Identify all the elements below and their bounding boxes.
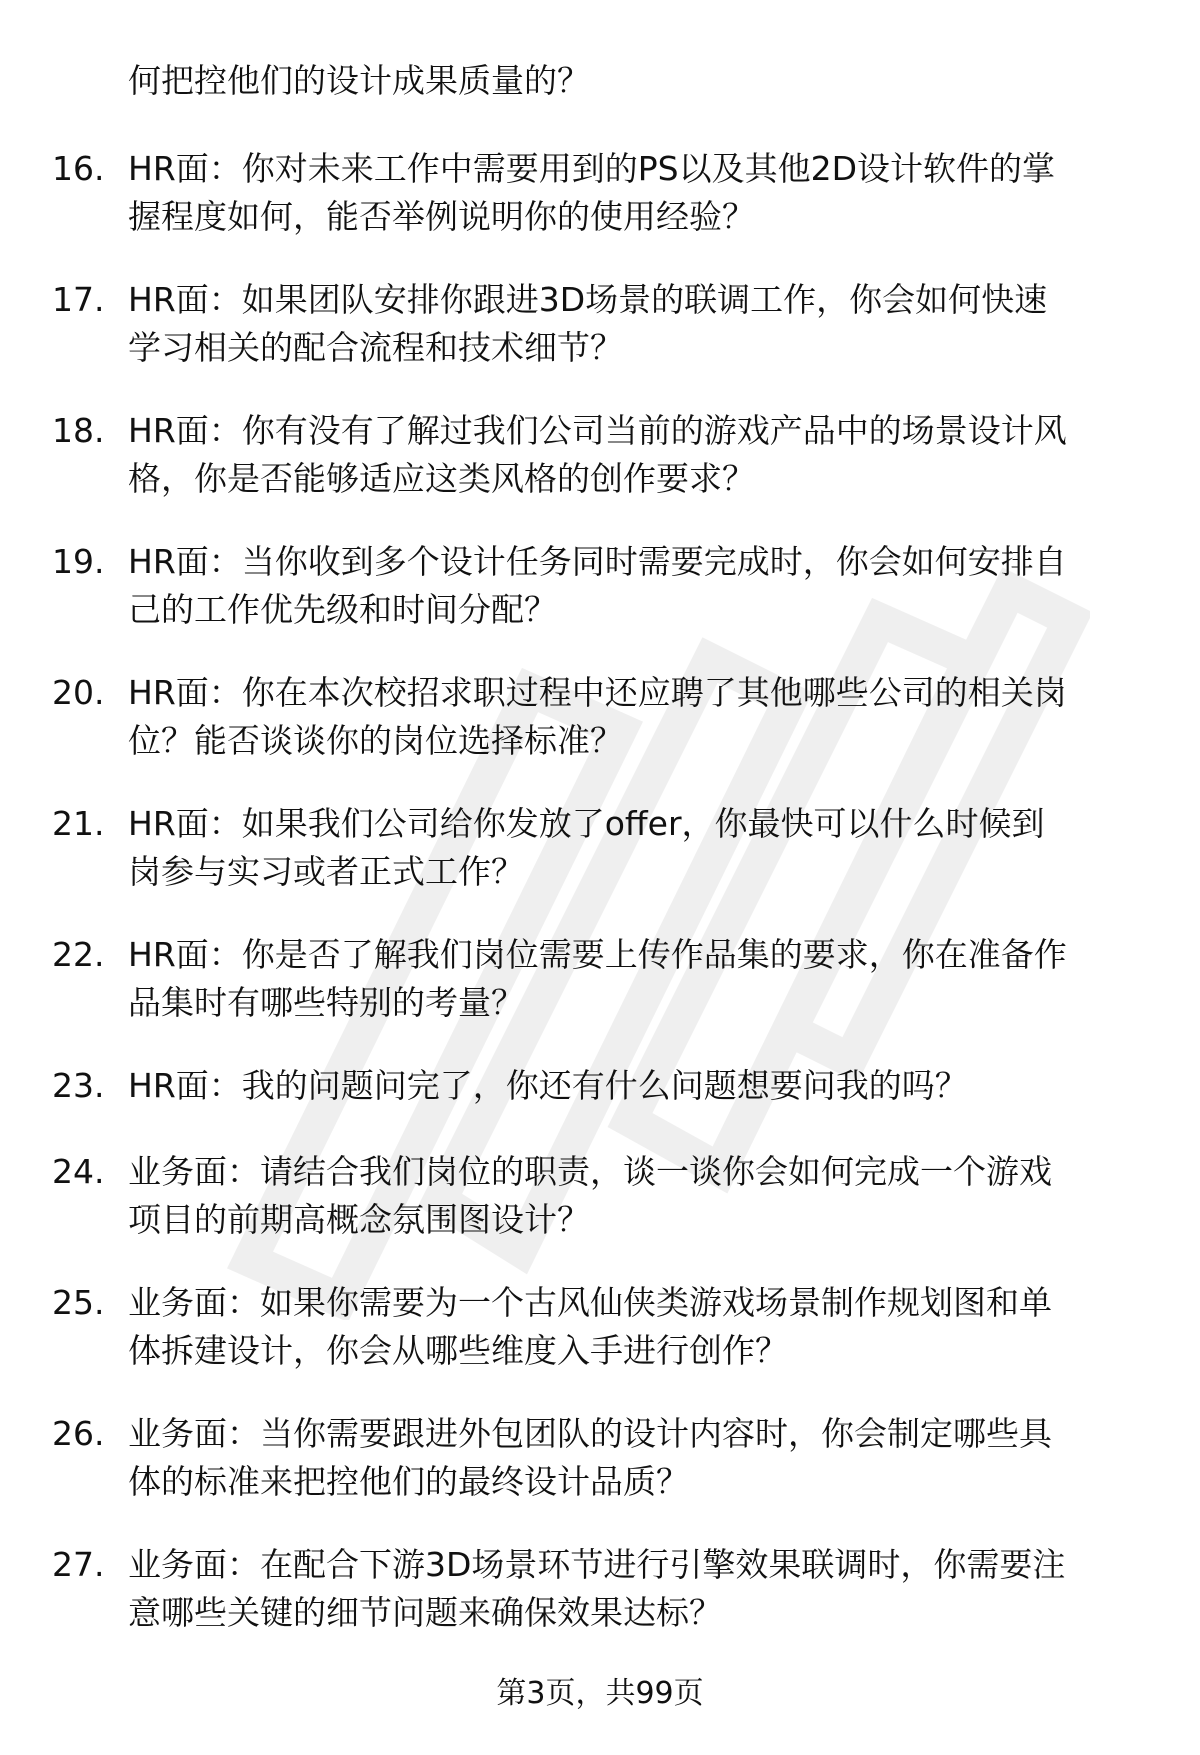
question-text	[128, 145, 1162, 241]
question-text	[128, 1541, 1162, 1637]
question-text-line: HR面：我的问题问完了，你还有什么问题想要问我的吗？	[128, 1066, 968, 1105]
question-text-line: 学习相关的配合流程和技术细节？	[128, 328, 623, 367]
question-text	[128, 1410, 1162, 1506]
question-number: 18.	[52, 411, 105, 450]
question-text-line: 意哪些关键的细节问题来确保效果达标？	[128, 1593, 722, 1632]
question-number: 27.	[52, 1545, 105, 1584]
question-text	[128, 931, 1162, 1027]
question-text-line: 格，你是否能够适应这类风格的创作要求？	[128, 459, 755, 498]
question-item	[52, 538, 1162, 669]
question-number: 21.	[52, 804, 105, 843]
question-item	[52, 1279, 1162, 1410]
question-text-line: HR面：你对未来工作中需要用到的PS以及其他2D设计软件的掌	[128, 149, 1055, 188]
question-text-line: 位？能否谈谈你的岗位选择标准？	[128, 721, 623, 760]
question-text	[128, 669, 1162, 765]
question-number: 16.	[52, 149, 105, 188]
question-text-line: 品集时有哪些特别的考量？	[128, 983, 524, 1022]
question-text-line: HR面：如果我们公司给你发放了offer，你最快可以什么时候到	[128, 804, 1045, 843]
question-text-line: 体的标准来把控他们的最终设计品质？	[128, 1462, 689, 1501]
question-item	[52, 1541, 1162, 1672]
question-text	[128, 538, 1162, 634]
question-text-line: 体拆建设计，你会从哪些维度入手进行创作？	[128, 1331, 788, 1370]
question-text-line: 己的工作优先级和时间分配？	[128, 590, 557, 629]
question-text	[128, 407, 1162, 503]
question-item	[52, 145, 1162, 276]
question-text-line: HR面：你是否了解我们岗位需要上传作品集的要求，你在准备作	[128, 935, 1067, 974]
question-item	[52, 669, 1162, 800]
question-text-line: HR面：如果团队安排你跟进3D场景的联调工作，你会如何快速	[128, 280, 1048, 319]
question-text	[128, 800, 1162, 896]
question-number: 19.	[52, 542, 105, 581]
question-text-line: HR面：你在本次校招求职过程中还应聘了其他哪些公司的相关岗	[128, 673, 1067, 712]
question-number: 24.	[52, 1152, 105, 1191]
question-item	[52, 276, 1162, 407]
question-number: 20.	[52, 673, 105, 712]
question-item	[52, 800, 1162, 931]
question-text-line: 项目的前期高概念氛围图设计？	[128, 1200, 590, 1239]
question-text	[128, 1279, 1162, 1375]
question-text-line: HR面：你有没有了解过我们公司当前的游戏产品中的场景设计风	[128, 411, 1067, 450]
question-text	[128, 1148, 1162, 1244]
question-item	[52, 407, 1162, 538]
question-item	[52, 1062, 1162, 1148]
question-number: 26.	[52, 1414, 105, 1453]
question-text	[128, 276, 1162, 372]
question-number: 25.	[52, 1283, 105, 1322]
question-item	[52, 1410, 1162, 1541]
question-text-line: 业务面：当你需要跟进外包团队的设计内容时，你会制定哪些具	[128, 1414, 1052, 1453]
question-text	[128, 1062, 1162, 1110]
question-text-line: 业务面：在配合下游3D场景环节进行引擎效果联调时，你需要注	[128, 1545, 1066, 1584]
page-number: 第3页，共99页	[496, 1676, 704, 1711]
question-number: 23.	[52, 1066, 105, 1105]
question-number: 22.	[52, 935, 105, 974]
continuation-line: 何把控他们的设计成果质量的？	[128, 61, 590, 100]
question-text-line: HR面：当你收到多个设计任务同时需要完成时，你会如何安排自	[128, 542, 1067, 581]
question-text-line: 岗参与实习或者正式工作？	[128, 852, 524, 891]
question-item	[52, 931, 1162, 1062]
question-item	[52, 1148, 1162, 1279]
question-list	[52, 145, 1162, 1672]
question-number: 17.	[52, 280, 105, 319]
question-text-line: 握程度如何，能否举例说明你的使用经验？	[128, 197, 755, 236]
question-text-line: 业务面：如果你需要为一个古风仙侠类游戏场景制作规划图和单	[128, 1283, 1052, 1322]
question-text-line: 业务面：请结合我们岗位的职责，谈一谈你会如何完成一个游戏	[128, 1152, 1052, 1191]
